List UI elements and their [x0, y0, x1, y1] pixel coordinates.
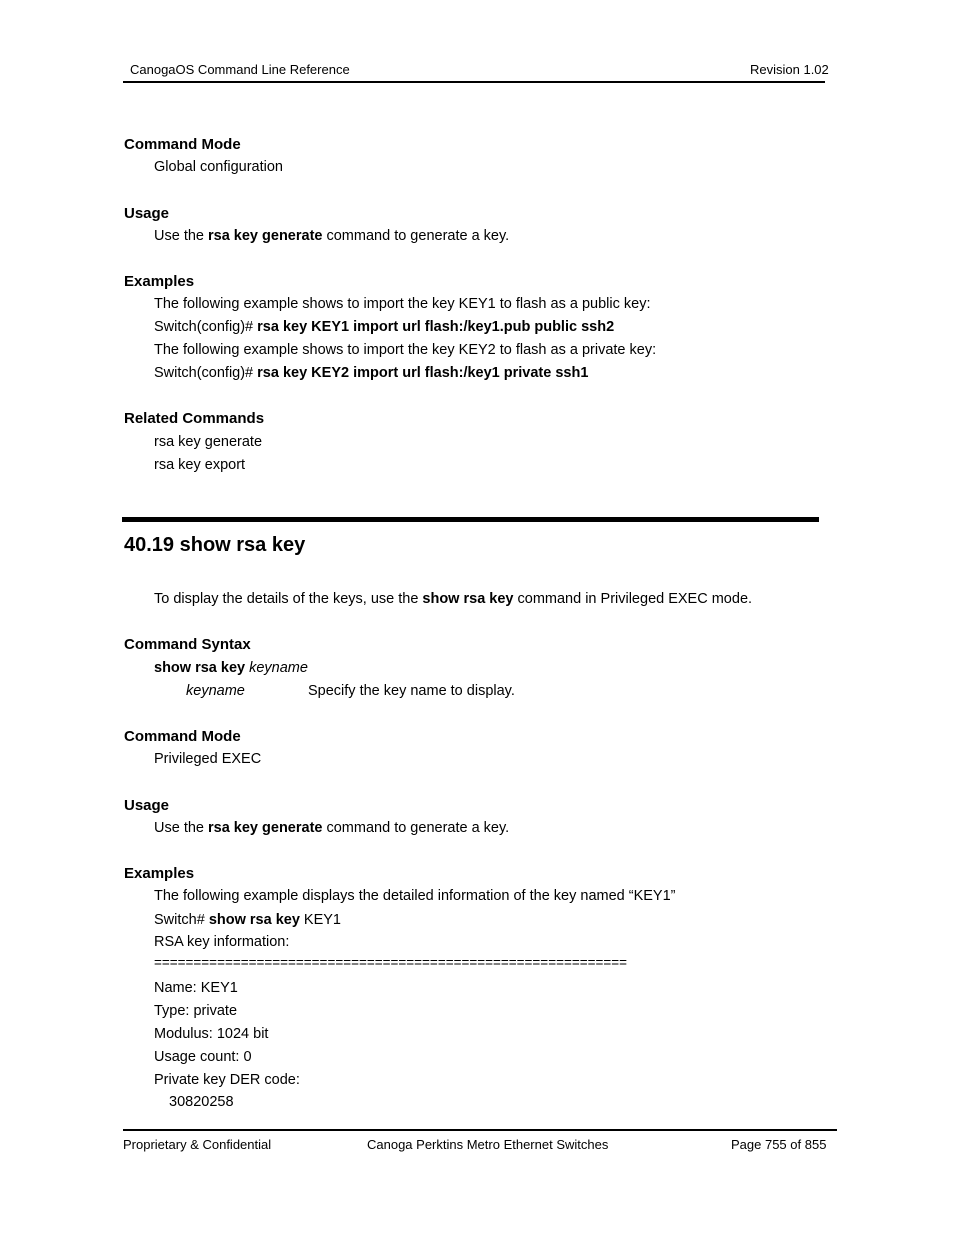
output-line: RSA key information: [154, 934, 290, 950]
header-doc-title: CanogaOS Command Line Reference [130, 62, 350, 77]
related-command-item: rsa key export [154, 457, 246, 473]
example-command: Switch# show rsa key KEY1 [154, 912, 341, 928]
footer-rule [123, 1129, 837, 1131]
example-command: Switch(config)# rsa key KEY2 import url flash:/key1 private ssh1 [154, 365, 589, 381]
footer-page-number: Page 755 of 855 [731, 1137, 827, 1152]
section-intro: To display the details of the keys, use the show rsa key command in Privileged EXEC mode. [154, 591, 753, 607]
output-separator: ============================================================ [154, 955, 628, 970]
example-command: Switch(config)# rsa key KEY1 import url flash:/key1.pub public ssh2 [154, 319, 615, 335]
example-description: The following example shows to import the key KEY2 to flash as a private key: [154, 342, 657, 358]
output-line: Private key DER code: [154, 1072, 300, 1088]
section-rule [122, 517, 819, 522]
usage-text: Use the rsa key generate command to generate a key. [154, 820, 510, 836]
related-command-item: rsa key generate [154, 434, 263, 450]
command-syntax: show rsa key keyname [154, 660, 308, 676]
footer-confidential: Proprietary & Confidential [123, 1137, 272, 1152]
command-mode-heading: Command Mode [124, 728, 241, 745]
header-revision: Revision 1.02 [750, 62, 829, 77]
related-commands-heading: Related Commands [124, 410, 265, 427]
der-code-line: 30820258 [169, 1094, 234, 1110]
parameter-description: Specify the key name to display. [308, 683, 515, 699]
header-rule [123, 81, 825, 83]
command-syntax-heading: Command Syntax [124, 636, 251, 653]
usage-heading: Usage [124, 797, 170, 814]
output-line: Name: KEY1 [154, 980, 238, 996]
command-mode-heading: Command Mode [124, 136, 241, 153]
output-line: Modulus: 1024 bit [154, 1026, 269, 1042]
example-description: The following example displays the detailed information of the key named “KEY1” [154, 888, 676, 904]
usage-text: Use the rsa key generate command to generate a key. [154, 228, 510, 244]
usage-heading: Usage [124, 205, 170, 222]
command-mode-value: Privileged EXEC [154, 751, 262, 767]
footer-product: Canoga Perktins Metro Ethernet Switches [367, 1137, 609, 1152]
section-title: 40.19 show rsa key [124, 534, 306, 556]
parameter-name: keyname [186, 683, 245, 699]
command-mode-value: Global configuration [154, 159, 283, 175]
examples-heading: Examples [124, 273, 195, 290]
output-line: Type: private [154, 1003, 238, 1019]
example-description: The following example shows to import the key KEY1 to flash as a public key: [154, 296, 651, 312]
examples-heading: Examples [124, 865, 195, 882]
output-line: Usage count: 0 [154, 1049, 252, 1065]
